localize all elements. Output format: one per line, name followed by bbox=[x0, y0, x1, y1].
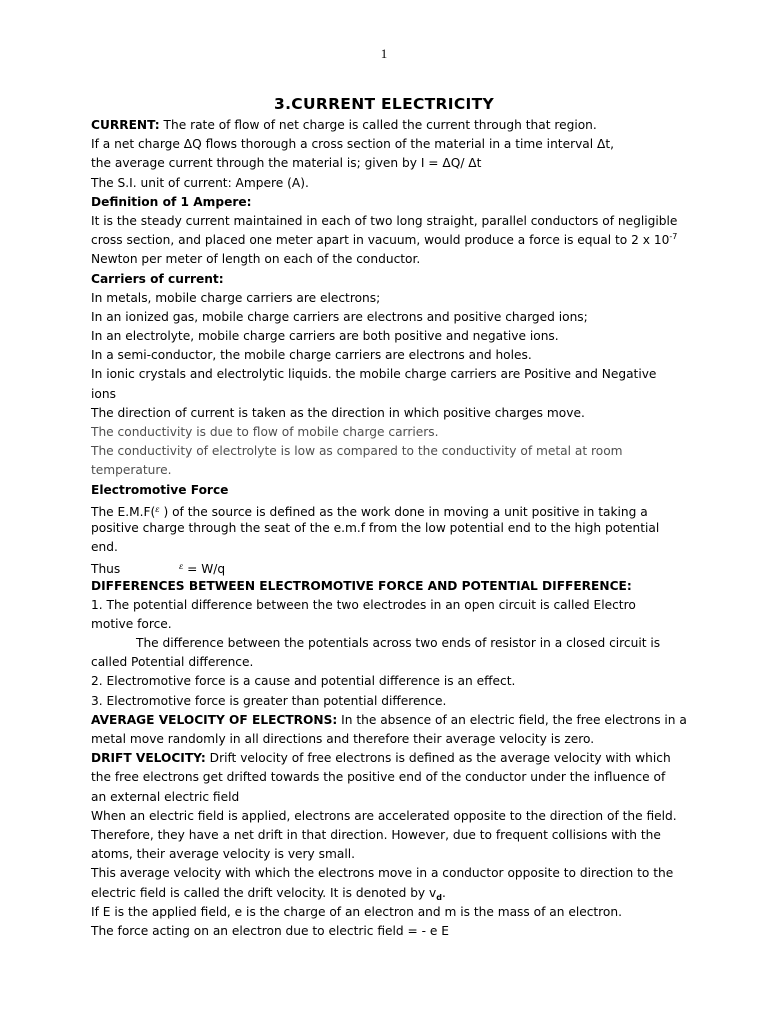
carriers-heading: Carriers of current: bbox=[91, 271, 224, 286]
epsilon-symbol: ε bbox=[179, 562, 184, 572]
difference-1-line-4: called Potential difference. bbox=[91, 655, 254, 670]
page-number: 1 bbox=[380, 46, 388, 61]
drift-velocity-line-3: an external electric field bbox=[91, 789, 240, 804]
electric-field-line-2: Therefore, they have a net drift in that direction. However, due to frequent collisions with the bbox=[91, 827, 661, 842]
difference-3: 3. Electromotive force is greater than potential difference. bbox=[91, 693, 447, 708]
net-charge-line: If a net charge ΔQ flows thorough a cross section of the material in a time interval Δt, bbox=[91, 137, 615, 152]
carrier-metals: In metals, mobile charge carriers are electrons; bbox=[91, 290, 381, 305]
difference-1-line-1: 1. The potential difference between the two electrodes in an open circuit is called Electro bbox=[91, 597, 636, 612]
document-body bbox=[91, 116, 687, 941]
current-definition: CURRENT: The rate of flow of net charge is called the current through that region. bbox=[91, 118, 597, 132]
difference-2: 2. Electromotive force is a cause and potential difference is an effect. bbox=[91, 674, 516, 689]
conductivity-line-3: temperature. bbox=[91, 463, 172, 478]
ampere-line-1: It is the steady current maintained in each of two long straight, parallel conductors of negligible bbox=[91, 213, 678, 228]
drift-definition-line-1: This average velocity with which the electrons move in a conductor opposite to direction to the bbox=[91, 866, 674, 881]
force-line: The force acting on an electron due to electric field = - e E bbox=[91, 923, 449, 938]
epsilon-symbol: ε bbox=[155, 504, 160, 514]
average-current-line: the average current through the material is; given by I = ΔQ/ Δt bbox=[91, 156, 482, 171]
drift-definition-line-2: electric field is called the drift velocity. It is denoted by $v_d$. bbox=[91, 885, 446, 902]
conductivity-line-2: The conductivity of electrolyte is low as compared to the conductivity of metal at room bbox=[91, 444, 623, 459]
difference-1-line-3: The difference between the potentials across two ends of resistor in a closed circuit is bbox=[136, 636, 661, 651]
conductivity-line-1: The conductivity is due to flow of mobile charge carriers. bbox=[91, 425, 439, 439]
average-velocity-line-2: metal move randomly in all directions and therefore their average velocity is zero. bbox=[91, 732, 595, 746]
average-velocity-line-1: AVERAGE VELOCITY OF ELECTRONS: In the absence of an electric field, the free electrons in a bbox=[91, 712, 687, 727]
drift-velocity-heading: DRIFT VELOCITY: bbox=[91, 751, 206, 766]
emf-line-2: positive charge through the seat of the e.m.f from the low potential end to the high potential bbox=[91, 520, 660, 535]
average-velocity-heading: AVERAGE VELOCITY OF ELECTRONS: bbox=[91, 712, 338, 727]
electric-field-line-1: When an electric field is applied, electrons are accelerated opposite to the direction of the field. bbox=[91, 808, 677, 823]
drift-velocity-line-1: DRIFT VELOCITY: Drift velocity of free electrons is defined as the average velocity with which bbox=[91, 751, 671, 766]
electric-field-line-3: atoms, their average velocity is very small. bbox=[91, 847, 355, 862]
drift-velocity-line-2: the free electrons get drifted towards the positive end of the conductor under the influence of bbox=[91, 770, 666, 785]
si-unit-line: The S.I. unit of current: Ampere (A). bbox=[91, 175, 309, 190]
carrier-semiconductor: In a semi-conductor, the mobile charge carriers are electrons and holes. bbox=[91, 348, 532, 363]
difference-1-line-2: motive force. bbox=[91, 616, 172, 631]
emf-line-1: The E.M.F($^\varepsilon$ ) of the source is defined as the work done in moving a unit positive in taking a bbox=[91, 504, 648, 519]
carrier-gas: In an ionized gas, mobile charge carriers are electrons and positive charged ions; bbox=[91, 309, 588, 324]
subscript-d: d bbox=[436, 892, 442, 902]
applied-field-line: If E is the applied field, e is the charge of an electron and m is the mass of an electron. bbox=[91, 904, 622, 919]
emf-heading: Electromotive Force bbox=[91, 482, 229, 497]
current-direction: The direction of current is taken as the direction in which positive charges move. bbox=[91, 405, 585, 420]
exponent: -7 bbox=[669, 232, 678, 242]
emf-formula: Thus $^\varepsilon$ = W/q bbox=[91, 562, 226, 577]
carrier-electrolyte: In an electrolyte, mobile charge carriers are both positive and negative ions. bbox=[91, 329, 559, 344]
differences-heading: DIFFERENCES BETWEEN ELECTROMOTIVE FORCE AND POTENTIAL DIFFERENCE: bbox=[91, 578, 632, 593]
emf-line-3: end. bbox=[91, 540, 118, 555]
current-heading: CURRENT: bbox=[91, 118, 160, 132]
ampere-line-3: Newton per meter of length on each of the conductor. bbox=[91, 252, 421, 267]
ampere-heading: Definition of 1 Ampere: bbox=[91, 194, 252, 209]
ampere-line-2: cross section, and placed one meter apart in vacuum, would produce a force is equal to 2 x $10^{-7}$ bbox=[91, 232, 678, 248]
carrier-ionic-line-1: In ionic crystals and electrolytic liquids. the mobile charge carriers are Positive and Negative bbox=[91, 367, 657, 382]
page-title: 3.CURRENT ELECTRICITY bbox=[274, 95, 494, 113]
carrier-ionic-line-2: ions bbox=[91, 386, 116, 401]
